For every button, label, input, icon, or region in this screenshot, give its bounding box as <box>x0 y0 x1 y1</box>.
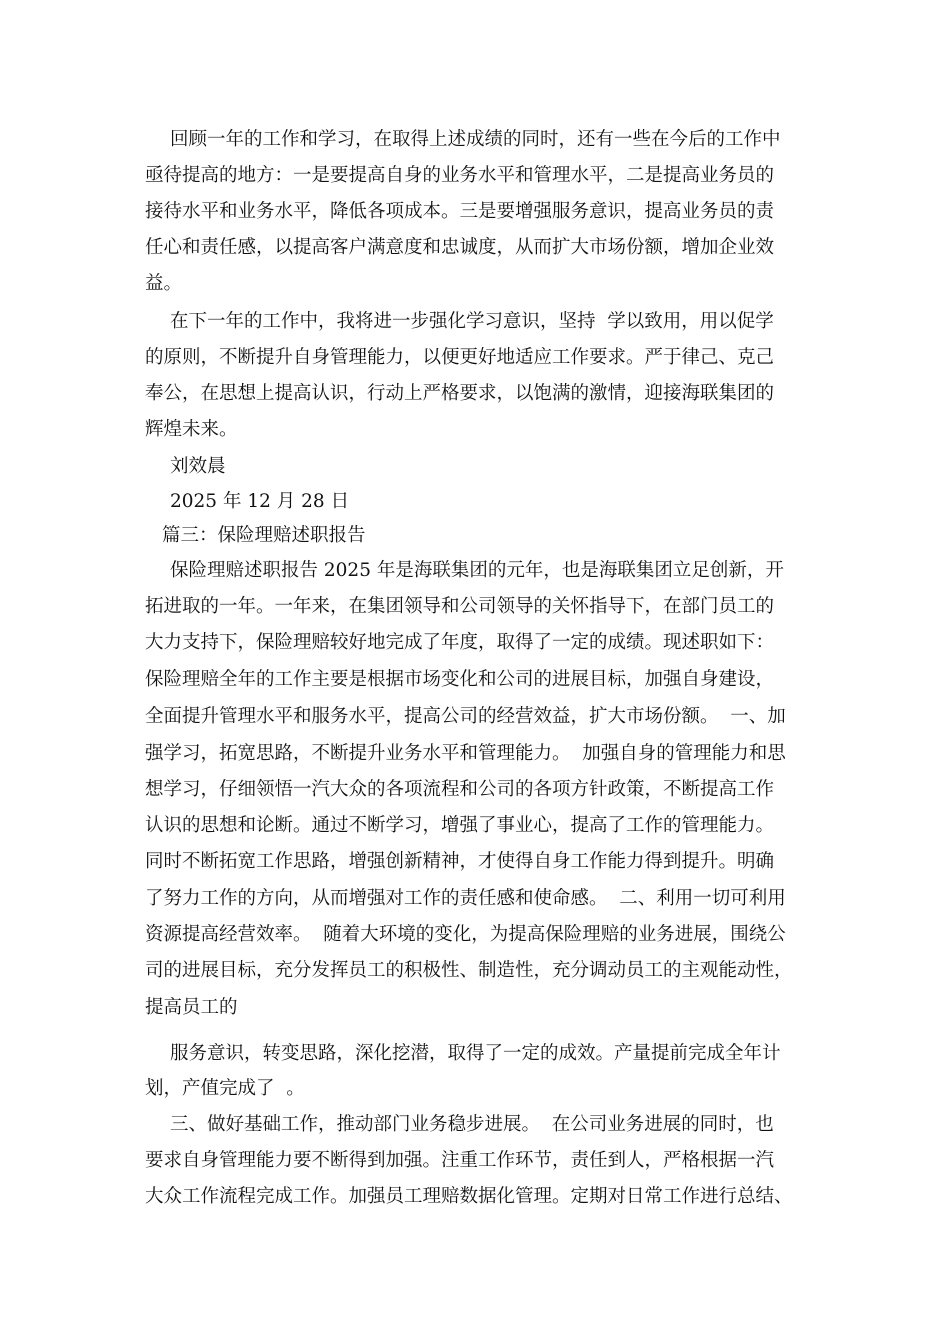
paragraph-line: 大众工作流程完成工作。加强员工理赔数据化管理。定期对日常工作进行总结、 <box>145 1186 793 1207</box>
paragraph-line: 拓进取的一年。一年来，在集团领导和公司领导的关怀指导下，在部门员工的 <box>145 596 775 617</box>
paragraph-line: 服务意识，转变思路，深化挖潜，取得了一定的成效。产量提前完成全年计 <box>170 1043 781 1064</box>
paragraph-line: 保险理赔全年的工作主要是根据市场变化和公司的进展目标，加强自身建设， <box>145 669 775 690</box>
paragraph-line: 奉公，在思想上提高认识，行动上严格要求，以饱满的激情，迎接海联集团的 <box>145 383 775 404</box>
paragraph-line: 司的进展目标，充分发挥员工的积极性、制造性，充分调动员工的主观能动性， <box>145 960 793 981</box>
paragraph-line: 的原则，不断提升自身管理能力，以便更好地适应工作要求。严于律己、克己 <box>145 347 775 368</box>
section-heading: 篇三：保险理赔述职报告 <box>162 525 366 546</box>
paragraph-line: 大力支持下，保险理赔较好地完成了年度，取得了一定的成绩。现述职如下： <box>145 632 775 653</box>
paragraph-line: 保险理赔述职报告 2025 年是海联集团的元年，也是海联集团立足创新，开 <box>170 560 784 581</box>
paragraph-line: 同时不断拓宽工作思路，增强创新精神，才使得自身工作能力得到提升。明确 <box>145 851 775 872</box>
paragraph-line: 接待水平和业务水平，降低各项成本。三是要增强服务意识，提高业务员的责 <box>145 201 775 222</box>
paragraph-line: 回顾一年的工作和学习，在取得上述成绩的同时，还有一些在今后的工作中 <box>170 129 781 150</box>
paragraph-line: 提高员工的 <box>145 997 238 1018</box>
paragraph-line: 资源提高经营效率。 随着大环境的变化，为提高保险理赔的业务进展，围绕公 <box>145 924 786 945</box>
paragraph-line: 辉煌未来。 <box>145 419 238 440</box>
paragraph-line: 了努力工作的方向，从而增强对工作的责任感和使命感。 二、利用一切可利用 <box>145 888 786 909</box>
paragraph-line: 要求自身管理能力要不断得到加强。注重工作环节，责任到人，严格根据一汽 <box>145 1150 775 1171</box>
paragraph-line: 想学习，仔细领悟一汽大众的各项流程和公司的各项方针政策，不断提高工作 <box>145 779 775 800</box>
paragraph-line: 强学习，拓宽思路，不断提升业务水平和管理能力。 加强自身的管理能力和思 <box>145 743 786 764</box>
paragraph-line: 亟待提高的地方：一是要提高自身的业务水平和管理水平，二是提高业务员的 <box>145 165 775 186</box>
paragraph-line: 全面提升管理水平和服务水平，提高公司的经营效益，扩大市场份额。 一、加 <box>145 706 786 727</box>
paragraph-line: 划，产值完成了 。 <box>145 1078 305 1099</box>
paragraph-line: 三、做好基础工作，推动部门业务稳步进展。 在公司业务进展的同时，也 <box>170 1114 774 1135</box>
paragraph-line: 益。 <box>145 273 183 294</box>
signature-date: 2025 年 12 月 28 日 <box>170 491 350 512</box>
paragraph-line: 认识的思想和论断。通过不断学习，增强了事业心，提高了工作的管理能力。 <box>145 815 775 836</box>
signature-name: 刘效晨 <box>170 456 226 477</box>
paragraph-line: 任心和责任感，以提高客户满意度和忠诚度，从而扩大市场份额，增加企业效 <box>145 237 775 258</box>
paragraph-line: 在下一年的工作中，我将进一步强化学习意识，坚持 学以致用，用以促学 <box>170 311 774 332</box>
